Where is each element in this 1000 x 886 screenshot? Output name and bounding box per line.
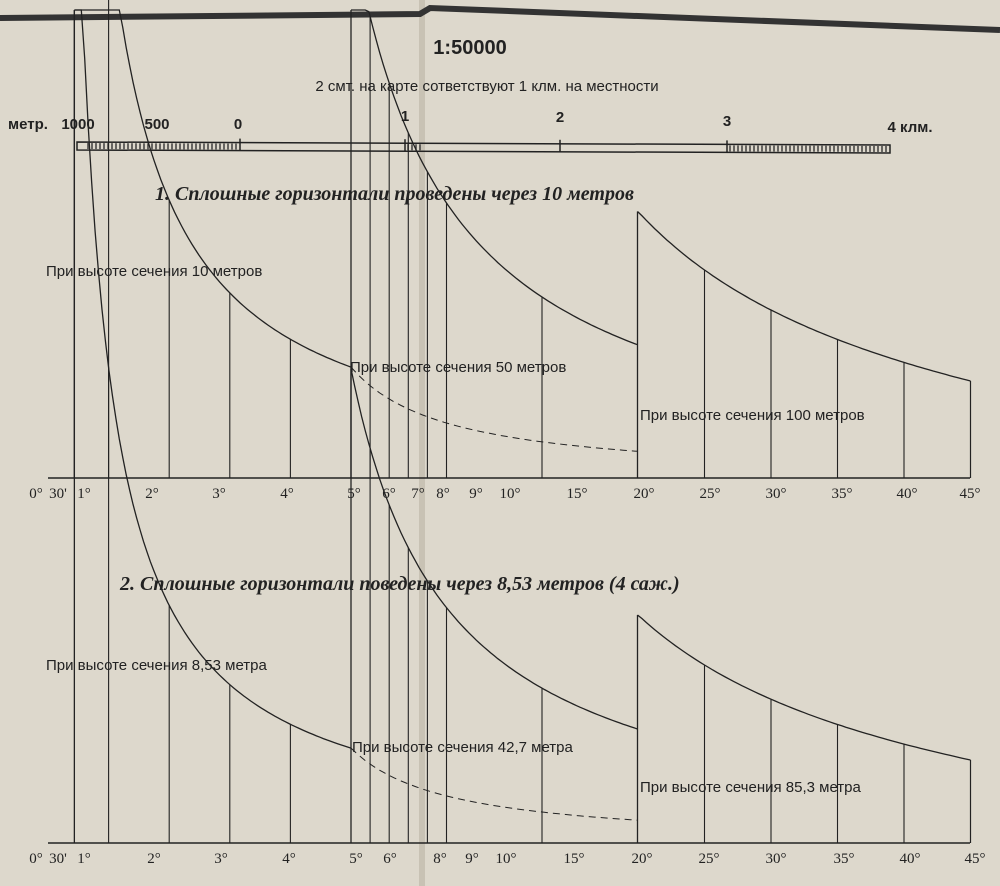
section2-label-a: При высоте сечения 8,53 метра xyxy=(46,657,267,674)
tick-label: 40° xyxy=(899,851,921,867)
tick-label: 0° xyxy=(29,851,43,867)
tick-label: 45° xyxy=(964,851,986,867)
tick-label: 35° xyxy=(833,851,855,867)
tick-label: 10° xyxy=(495,851,517,867)
tick-label: 30' xyxy=(49,851,67,867)
tick-label: 40° xyxy=(896,486,918,502)
tick-label: 9° xyxy=(469,486,483,502)
tick-label: 2° xyxy=(147,851,161,867)
tick-label: 2° xyxy=(145,486,159,502)
section1-label-b: При высоте сечения 50 метров xyxy=(350,359,567,376)
tick-label: 0° xyxy=(29,486,43,502)
tick-label: 15° xyxy=(566,486,588,502)
tick-label: 6° xyxy=(383,851,397,867)
tick-label: 3° xyxy=(212,486,226,502)
scale-label-3: 3 xyxy=(722,113,732,130)
tick-label: 35° xyxy=(831,486,853,502)
tick-label: 20° xyxy=(631,851,653,867)
tick-label: 8° xyxy=(433,851,447,867)
scale-label-500: 500 xyxy=(144,116,170,133)
tick-label: 25° xyxy=(698,851,720,867)
tick-label: 9° xyxy=(465,851,479,867)
scale-subtitle: 2 смт. на карте сответствуют 1 клм. на местности xyxy=(315,78,659,95)
tick-label: 7° xyxy=(411,486,425,502)
tick-label: 30° xyxy=(765,486,787,502)
tick-label: 3° xyxy=(214,851,228,867)
tick-label: 10° xyxy=(499,486,521,502)
tick-label: 20° xyxy=(633,486,655,502)
tick-label: 25° xyxy=(699,486,721,502)
tick-label: 5° xyxy=(349,851,363,867)
tick-label: 15° xyxy=(563,851,585,867)
scale-unit-left: метр. xyxy=(8,116,48,133)
scale-title: 1:50000 xyxy=(433,37,507,59)
section2-title: 2. Сплошные горизонтали поведены через 8,53 метров (4 саж.) xyxy=(120,573,680,595)
tick-label: 45° xyxy=(959,486,981,502)
tick-label: 6° xyxy=(382,486,396,502)
tick-label: 4° xyxy=(280,486,294,502)
section1-title: 1. Сплошные горизонтали проведены через 10 метров xyxy=(155,183,634,205)
tick-label: 1° xyxy=(77,851,91,867)
scale-label-0: 0 xyxy=(233,116,243,133)
tick-label: 30' xyxy=(49,486,67,502)
scale-label-2: 2 xyxy=(555,109,565,126)
scale-label-1: 1 xyxy=(400,108,410,125)
tick-label: 30° xyxy=(765,851,787,867)
tick-label: 5° xyxy=(347,486,361,502)
section2-label-b: При высоте сечения 42,7 метра xyxy=(352,739,573,756)
tick-label: 4° xyxy=(282,851,296,867)
tick-label: 8° xyxy=(436,486,450,502)
section1-label-c: При высоте сечения 100 метров xyxy=(640,407,865,424)
scale-label-1000: 1000 xyxy=(61,116,95,133)
section2-label-c: При высоте сечения 85,3 метра xyxy=(640,779,861,796)
section1-label-a: При высоте сечения 10 метров xyxy=(46,263,263,280)
tick-label: 1° xyxy=(77,486,91,502)
scale-unit-right: 4 клм. xyxy=(887,119,933,136)
